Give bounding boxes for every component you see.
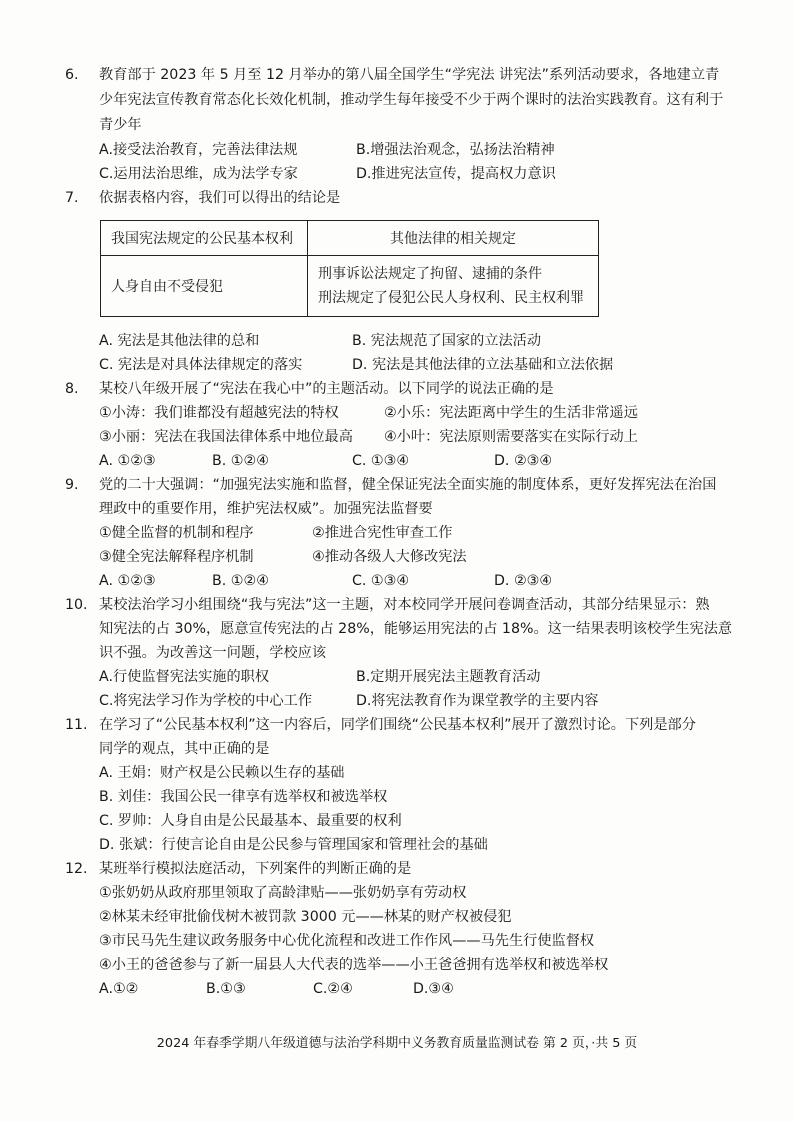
q9-option-d: D. ②③④	[494, 573, 553, 589]
q11-stem-line: 同学的观点，其中正确的是	[99, 741, 270, 757]
q12-option-b: B.①③	[206, 981, 246, 997]
q10-option-b: B.定期开展宪法主题教育活动	[356, 669, 541, 685]
rights-table	[100, 220, 599, 317]
q8-option-a: A. ①②③	[99, 453, 156, 469]
table-header-row	[101, 221, 599, 256]
q8-number: 8.	[65, 381, 79, 397]
q9-number: 9.	[65, 477, 79, 493]
q12-item-1: ①张奶奶从政府那里领取了高龄津贴——张奶奶享有劳动权	[99, 885, 467, 901]
q11-option-c: C. 罗帅：人身自由是公民最基本、最重要的权利	[99, 813, 402, 829]
q8-option-d: D. ②③④	[494, 453, 553, 469]
q7-number: 7.	[65, 190, 79, 206]
q6-stem-line: 青少年	[99, 117, 142, 133]
q7-option-b: B. 宪法规范了国家的立法活动	[352, 333, 542, 349]
q9-item-2: ②推进合宪性审查工作	[312, 525, 453, 541]
q10-option-c: C.将宪法学习作为学校的中心工作	[99, 693, 313, 709]
q8-item-2: ②小乐：宪法距离中学生的生活非常遥远	[384, 405, 638, 421]
q10-stem-line: 知宪法的占 30%，愿意宣传宪法的占 28%，能够运用宪法的占 18%。这一结果表明该校学生宪法意	[99, 621, 733, 637]
q9-item-1: ①健全监督的机制和程序	[99, 525, 254, 541]
table-cell-laws	[308, 256, 599, 317]
q6-stem-line: 少年宪法宣传教育常态化长效化机制，推动学生每年接受不少于两个课时的法治实践教育。这有利于	[99, 92, 724, 108]
q6-stem-line: 教育部于 2023 年 5 月至 12 月举办的第八届全国学生“学宪法 讲宪法”系列活动要求，各地建立青	[99, 67, 720, 83]
law-line: 刑法规定了侵犯公民人身权利、民主权利罪	[318, 290, 584, 306]
q6-option-b: B.增强法治观念，弘扬法治精神	[356, 142, 555, 158]
table-header-left: 我国宪法规定的公民基本权利	[101, 221, 308, 256]
page-footer: 2024 年春季学期八年级道德与法治学科期中义务教育质量监测试卷 第 2 页，·共 5 页	[156, 1036, 638, 1051]
q9-item-4: ④推动各级人大修改宪法	[312, 549, 467, 565]
q7-stem: 依据表格内容，我们可以得出的结论是	[99, 190, 341, 206]
q7-option-a: A. 宪法是其他法律的总和	[99, 333, 260, 349]
q12-stem: 某班举行模拟法庭活动，下列案件的判断正确的是	[99, 861, 412, 877]
q10-option-a: A.行使监督宪法实施的职权	[99, 669, 270, 685]
q12-item-4: ④小王的爸爸参与了新一届县人大代表的选举——小王爸爸拥有选举权和被选举权	[99, 957, 609, 973]
q9-option-c: C. ①③④	[352, 573, 410, 589]
table-row	[101, 256, 599, 317]
q7-option-d: D. 宪法是其他法律的立法基础和立法依据	[352, 357, 614, 373]
table-cell-right-name: 人身自由不受侵犯	[101, 256, 308, 317]
q8-option-b: B. ①②④	[212, 453, 269, 469]
q11-option-a: A. 王娟：财产权是公民赖以生存的基础	[99, 765, 345, 781]
q10-stem-line: 某校法治学习小组围绕“我与宪法”这一主题，对本校同学开展问卷调查活动，其部分结果显示：熟	[99, 597, 710, 613]
q6-option-c: C.运用法治思维，成为法学专家	[99, 166, 298, 182]
q9-stem-line: 理政中的重要作用，维护宪法权威”。加强宪法监督要	[99, 501, 433, 517]
q8-item-1: ①小涛：我们谁都没有超越宪法的特权	[99, 405, 339, 421]
q7-option-c: C. 宪法是对具体法律规定的落实	[99, 357, 303, 373]
q6-number: 6.	[65, 67, 79, 83]
q11-option-d: D. 张斌：行使言论自由是公民参与管理国家和管理社会的基础	[99, 837, 488, 853]
q8-option-c: C. ①③④	[352, 453, 410, 469]
q11-stem-line: 在学习了“公民基本权利”这一内容后，同学们围绕“公民基本权利”展开了激烈讨论。下列是部分	[99, 717, 696, 733]
q12-option-a: A.①②	[99, 981, 139, 997]
q10-option-d: D.将宪法教育作为课堂教学的主要内容	[356, 693, 599, 709]
q8-item-4: ④小叶：宪法原则需要落实在实际行动上	[384, 429, 638, 445]
q9-stem-line: 党的二十大强调：“加强宪法实施和监督，健全保证宪法全面实施的制度体系，更好发挥宪法在治国	[99, 477, 717, 493]
law-line: 刑事诉讼法规定了拘留、逮捕的条件	[318, 266, 542, 282]
q10-stem-line: 识不强。为改善这一问题，学校应该	[99, 645, 327, 661]
q6-option-a: A.接受法治教育，完善法律法规	[99, 142, 298, 158]
table-header-right: 其他法律的相关规定	[308, 221, 599, 256]
q9-option-b: B. ①②④	[212, 573, 269, 589]
q8-stem: 某校八年级开展了“宪法在我心中”的主题活动。以下同学的说法正确的是	[99, 381, 554, 397]
q12-item-2: ②林某未经审批偷伐树木被罚款 3000 元——林某的财产权被侵犯	[99, 909, 512, 925]
q8-item-3: ③小丽：宪法在我国法律体系中地位最高	[99, 429, 353, 445]
q6-option-d: D.推进宪法宣传，提高权力意识	[356, 166, 556, 182]
q12-number: 12.	[65, 861, 88, 877]
q9-option-a: A. ①②③	[99, 573, 156, 589]
q12-item-3: ③市民马先生建议政务服务中心优化流程和改进工作作风——马先生行使监督权	[99, 933, 595, 949]
q12-option-c: C.②④	[313, 981, 353, 997]
q10-number: 10.	[65, 597, 88, 613]
q11-option-b: B. 刘佳：我国公民一律享有选举权和被选举权	[99, 789, 388, 805]
q11-number: 11.	[65, 717, 88, 733]
q12-option-d: D.③④	[413, 981, 454, 997]
q9-item-3: ③健全宪法解释程序机制	[99, 549, 254, 565]
